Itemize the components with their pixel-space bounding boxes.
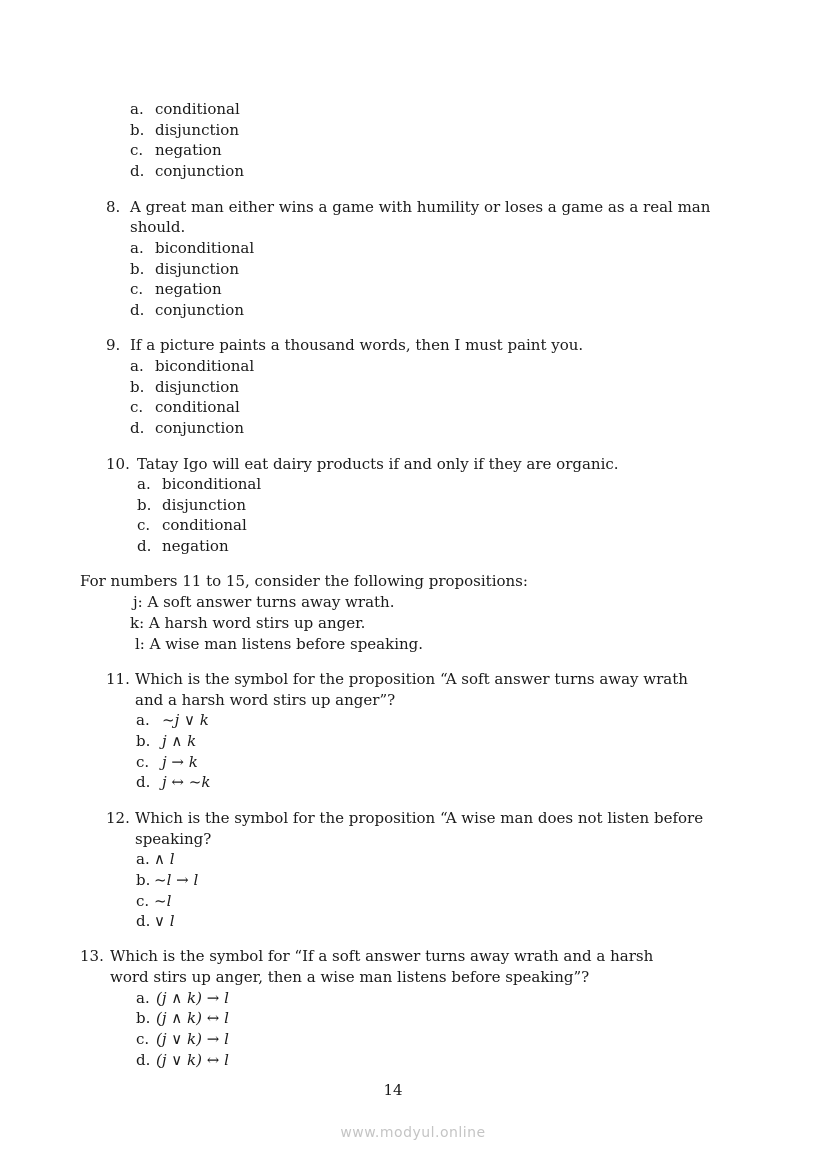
option-label: b. xyxy=(130,121,145,139)
option-label: b. xyxy=(136,732,151,750)
option-label: c. xyxy=(137,516,151,534)
option-text: disjunction xyxy=(155,121,239,139)
question-text: should. xyxy=(130,218,186,236)
question-number: 10. xyxy=(106,455,130,473)
option-label: d. xyxy=(130,301,145,319)
option-label: a. xyxy=(130,239,144,257)
question-text: Which is the symbol for the proposition “A wise man does not listen before xyxy=(135,809,704,827)
question-number: 11. xyxy=(106,670,130,688)
option-text: negation xyxy=(155,141,222,159)
option-label: c. xyxy=(136,1030,150,1048)
option-label: c. xyxy=(130,398,144,416)
page-number: 14 xyxy=(383,1081,403,1099)
proposition-j: j: A soft answer turns away wrath. xyxy=(133,593,395,611)
option-formula: j ∧ k xyxy=(162,732,197,750)
option-formula: (j ∨ k) ↔ l xyxy=(156,1051,229,1069)
option-formula: (j ∧ k) → l xyxy=(156,989,229,1007)
option-label: c. xyxy=(136,892,150,910)
option-text: biconditional xyxy=(155,239,255,257)
option-label: b. xyxy=(130,260,145,278)
question-number: 9. xyxy=(106,336,121,354)
question-number: 12. xyxy=(106,809,130,827)
option-formula: ∧ l xyxy=(154,850,175,868)
option-text: disjunction xyxy=(155,260,239,278)
option-text: negation xyxy=(162,537,229,555)
option-label: d. xyxy=(136,1051,151,1069)
option-label: b. xyxy=(130,378,145,396)
option-formula: j → k xyxy=(162,753,198,771)
question-text: Which is the symbol for “If a soft answer turns away wrath and a harsh xyxy=(110,947,654,965)
question-text: word stirs up anger, then a wise man listens before speaking”? xyxy=(110,968,590,986)
option-formula: ~l xyxy=(154,892,172,910)
option-formula: ~l → l xyxy=(154,871,199,889)
option-text: biconditional xyxy=(162,475,262,493)
option-formula: ∨ l xyxy=(154,912,175,930)
option-text: conditional xyxy=(155,398,240,416)
option-label: d. xyxy=(136,773,151,791)
question-text: and a harsh word stirs up anger”? xyxy=(135,691,396,709)
option-label: c. xyxy=(130,280,144,298)
option-label: a. xyxy=(130,100,144,118)
option-label: c. xyxy=(136,753,150,771)
option-text: conjunction xyxy=(155,162,244,180)
option-text: conditional xyxy=(162,516,247,534)
option-label: d. xyxy=(130,162,145,180)
option-text: disjunction xyxy=(155,378,239,396)
option-label: d. xyxy=(136,912,151,930)
option-label: a. xyxy=(136,711,150,729)
option-text: negation xyxy=(155,280,222,298)
question-number: 13. xyxy=(80,947,104,965)
option-text: disjunction xyxy=(162,496,246,514)
question-text: Tatay Igo will eat dairy products if and only if they are organic. xyxy=(137,455,619,473)
proposition-l: l: A wise man listens before speaking. xyxy=(135,635,424,653)
option-formula: ~j ∨ k xyxy=(162,711,209,729)
question-text: speaking? xyxy=(135,830,212,848)
question-text: Which is the symbol for the proposition “A soft answer turns away wrath xyxy=(135,670,688,688)
option-label: a. xyxy=(130,357,144,375)
proposition-k: k: A harsh word stirs up anger. xyxy=(130,614,366,632)
question-text: A great man either wins a game with humility or loses a game as a real man xyxy=(130,198,711,216)
question-text: If a picture paints a thousand words, then I must paint you. xyxy=(130,336,584,354)
option-text: biconditional xyxy=(155,357,255,375)
option-label: b. xyxy=(137,496,152,514)
option-label: d. xyxy=(130,419,145,437)
intro-text: For numbers 11 to 15, consider the following propositions: xyxy=(80,572,528,590)
option-label: a. xyxy=(136,989,150,1007)
watermark-text: www.modyul.online xyxy=(340,1125,486,1141)
option-label: a. xyxy=(137,475,151,493)
option-label: b. xyxy=(136,1009,151,1027)
option-text: conjunction xyxy=(155,301,244,319)
option-text: conjunction xyxy=(155,419,244,437)
question-number: 8. xyxy=(106,198,121,216)
option-text: conditional xyxy=(155,100,240,118)
option-label: a. xyxy=(136,850,150,868)
option-formula: j ↔ ~k xyxy=(162,773,211,791)
option-formula: (j ∧ k) ↔ l xyxy=(156,1009,229,1027)
option-label: c. xyxy=(130,141,144,159)
option-label: b. xyxy=(136,871,151,889)
option-label: d. xyxy=(137,537,152,555)
option-formula: (j ∨ k) → l xyxy=(156,1030,229,1048)
